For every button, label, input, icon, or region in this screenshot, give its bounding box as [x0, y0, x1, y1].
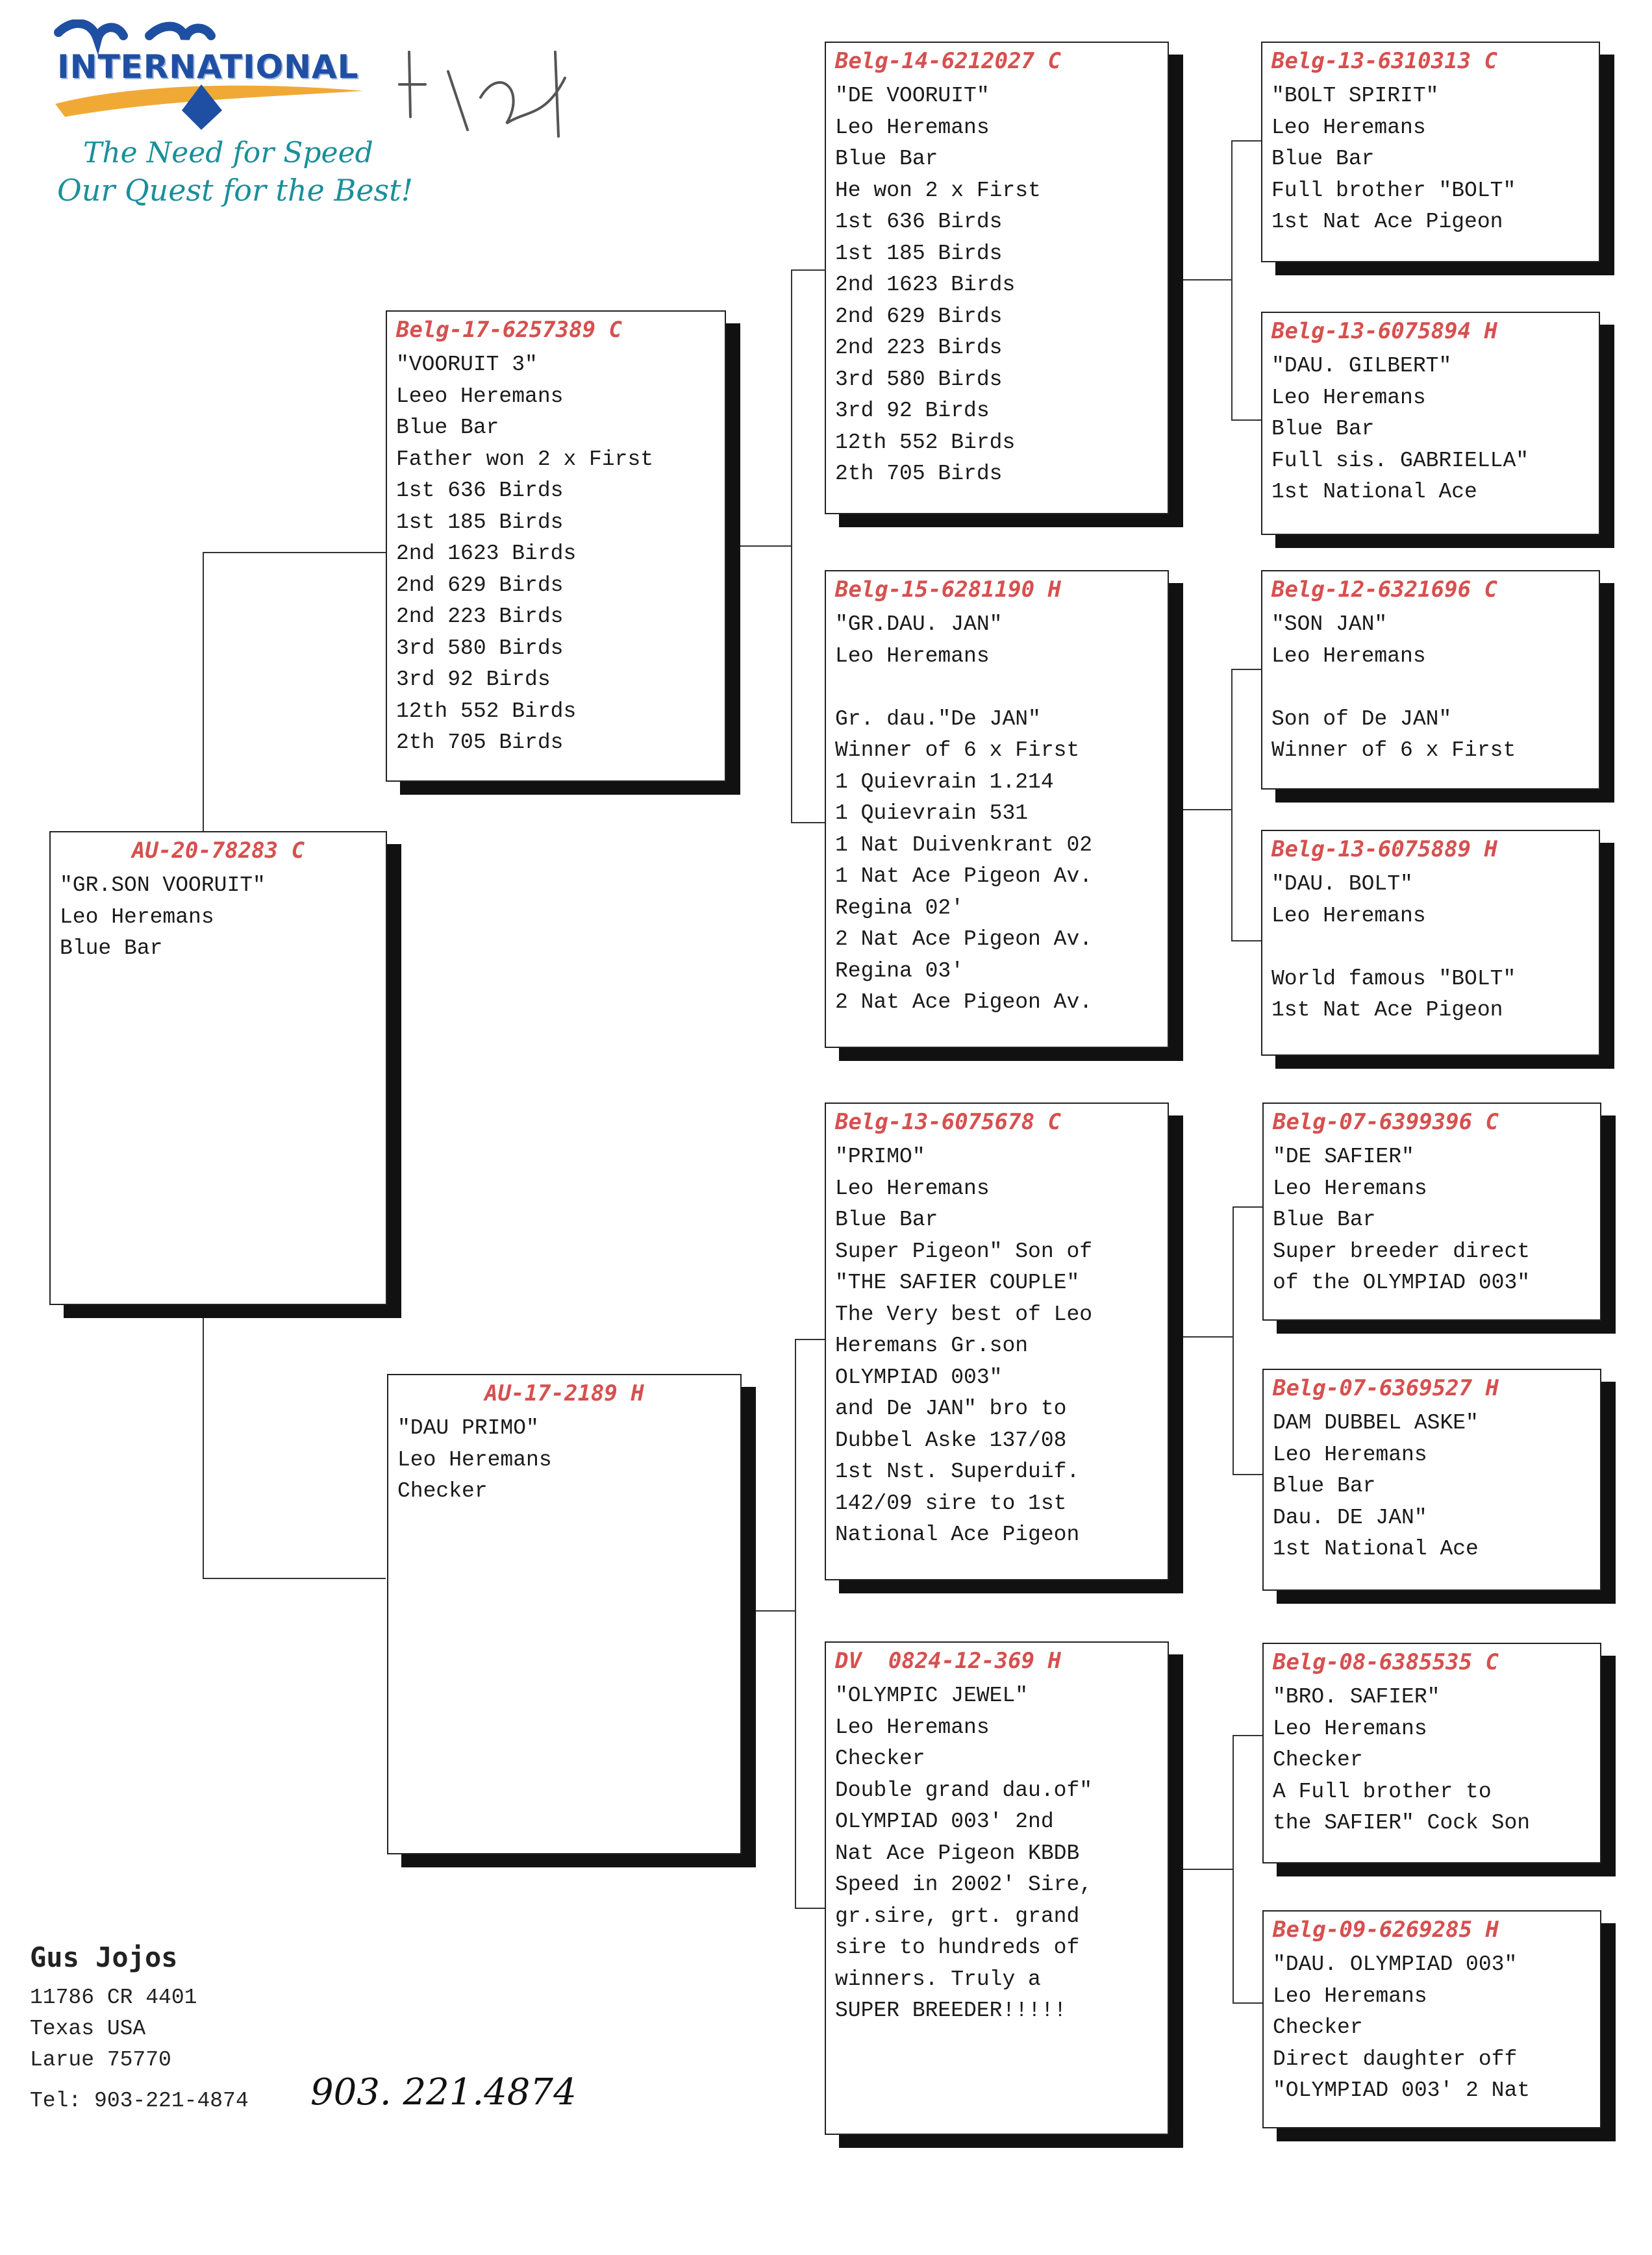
- detail-line: Leo Heremans: [835, 1176, 990, 1201]
- detail-line: 1st 636 Birds: [835, 210, 1003, 234]
- detail-line: A Full brother to: [1273, 1779, 1492, 1804]
- detail-line: 1 Quievrain 1.214: [835, 769, 1054, 794]
- detail-line: "BRO. SAFIER": [1273, 1685, 1440, 1709]
- detail-line: 2th 705 Birds: [835, 462, 1003, 486]
- pigeon-details: [1262, 344, 1599, 508]
- detail-line: Super breeder direct: [1273, 1239, 1531, 1264]
- detail-line: 3rd 92 Birds: [835, 399, 990, 423]
- ring-number: Belg-13-6075678 C: [835, 1109, 1061, 1135]
- connector-line: [203, 1304, 204, 1579]
- detail-line: 1 Nat Ace Pigeon Av.: [835, 864, 1093, 888]
- detail-line: "DAU. GILBERT": [1271, 354, 1452, 378]
- detail-line: "OLYMPIC JEWEL": [835, 1684, 1029, 1708]
- detail-line: Checker: [835, 1747, 925, 1771]
- connector-line: [791, 269, 825, 271]
- detail-line: 2nd 223 Birds: [835, 336, 1003, 360]
- pigeon-details: [1264, 1943, 1600, 2107]
- logo-wordmark: INTERNATIONAL: [57, 48, 359, 86]
- detail-line: "OLYMPIAD 003' 2 Nat: [1273, 2078, 1531, 2102]
- detail-line: Leo Heremans: [1271, 385, 1426, 410]
- detail-line: World famous "BOLT": [1271, 966, 1516, 991]
- detail-line: Super Pigeon" Son of: [835, 1239, 1093, 1264]
- detail-line: Checker: [1273, 1748, 1363, 1772]
- detail-line: Blue Bar: [1273, 1474, 1376, 1498]
- connector-line: [726, 545, 791, 547]
- pedigree-box-sd-sire: [1261, 570, 1600, 790]
- detail-line: Full brother "BOLT": [1271, 178, 1516, 203]
- connector-line: [1233, 1206, 1234, 1475]
- owner-phone-printed: Tel: 903-221-4874: [30, 2089, 249, 2107]
- detail-line: 3rd 92 Birds: [396, 667, 551, 691]
- detail-line: Dubbel Aske 137/08: [835, 1428, 1067, 1452]
- detail-line: 142/09 sire to 1st: [835, 1491, 1067, 1515]
- connector-line: [1231, 419, 1261, 421]
- connector-line: [1233, 2002, 1262, 2004]
- detail-line: the SAFIER" Cock Son: [1273, 1811, 1531, 1835]
- detail-line: National Ace Pigeon: [835, 1523, 1080, 1547]
- connector-line: [203, 552, 386, 553]
- owner-phone-clip: [30, 2089, 290, 2107]
- ring-number: Belg-12-6321696 C: [1271, 577, 1497, 603]
- pedigree-box-ds-dam: [1262, 1369, 1601, 1591]
- detail-line: Gr. dau."De JAN": [835, 706, 1041, 731]
- detail-line: SUPER BREEDER!!!!!: [835, 1999, 1067, 2023]
- pigeon-details: [1262, 74, 1599, 238]
- detail-line: Blue Bar: [396, 416, 499, 440]
- pedigree-box-ds-sire: [1262, 1103, 1601, 1321]
- ring-number: DV 0824-12-369 H: [835, 1648, 1061, 1674]
- detail-line: Regina 03': [835, 958, 964, 983]
- detail-line: Leo Heremans: [835, 643, 990, 668]
- detail-line: Son of De JAN": [1271, 706, 1452, 731]
- detail-line: [835, 672, 1168, 704]
- detail-line: Blue Bar: [1273, 1208, 1376, 1232]
- connector-line: [795, 1339, 796, 1909]
- detail-line: Leo Heremans: [1271, 643, 1426, 668]
- owner-name: Gus Jojos: [30, 1941, 178, 1973]
- owner-address-2: Texas USA: [30, 2017, 146, 2041]
- detail-line: Winner of 6 x First: [1271, 738, 1516, 762]
- connector-line: [203, 1578, 386, 1579]
- detail-line: [1271, 932, 1599, 964]
- detail-line: of the OLYMPIAD 003": [1273, 1271, 1531, 1295]
- connector-line: [1231, 140, 1261, 142]
- ring-number: Belg-13-6075894 H: [1271, 318, 1497, 344]
- pedigree-box-sire-dam: [825, 570, 1169, 1048]
- detail-line: sire to hundreds of: [835, 1936, 1080, 1960]
- detail-line: The Very best of Leo: [835, 1302, 1093, 1327]
- detail-line: "DAU. BOLT": [1271, 872, 1413, 896]
- pedigree-box-sire-sire: [825, 42, 1169, 514]
- detail-line: 1 Quievrain 531: [835, 801, 1029, 825]
- pigeon-details: [1264, 1675, 1600, 1839]
- connector-line: [1169, 1869, 1233, 1870]
- detail-line: 1st Nat Ace Pigeon: [1271, 998, 1503, 1022]
- detail-line: Leo Heremans: [397, 1447, 552, 1472]
- detail-line: Blue Bar: [835, 1208, 938, 1232]
- detail-line: OLYMPIAD 003": [835, 1365, 1003, 1389]
- pedigree-box-dd-sire: [1262, 1643, 1601, 1863]
- detail-line: "DAU PRIMO": [397, 1416, 539, 1440]
- detail-line: Blue Bar: [1271, 147, 1375, 171]
- connector-line: [1231, 140, 1233, 421]
- owner-phone-handwritten: 903. 221.4874: [310, 2071, 577, 2113]
- detail-line: Blue Bar: [835, 147, 938, 171]
- detail-line: "GR.DAU. JAN": [835, 612, 1003, 636]
- detail-line: Leo Heremans: [835, 115, 990, 140]
- detail-line: "SON JAN": [1271, 612, 1388, 636]
- detail-line: DAM DUBBEL ASKE": [1273, 1411, 1479, 1435]
- connector-line: [742, 1610, 795, 1612]
- handwritten-scribble: [396, 39, 584, 156]
- detail-line: 2nd 1623 Birds: [396, 542, 577, 566]
- detail-line: Blue Bar: [1271, 417, 1375, 441]
- detail-line: and De JAN" bro to: [835, 1397, 1067, 1421]
- detail-line: "DE SAFIER": [1273, 1145, 1414, 1169]
- logo-tagline-1: The Need for Speed: [83, 136, 373, 169]
- detail-line: 3rd 580 Birds: [396, 636, 564, 660]
- ring-number: Belg-07-6369527 H: [1273, 1375, 1499, 1401]
- detail-line: "PRIMO": [835, 1145, 925, 1169]
- owner-address-3: Larue 75770: [30, 2048, 171, 2072]
- detail-line: Direct daughter off: [1273, 2047, 1518, 2071]
- connector-line: [1233, 1735, 1234, 2004]
- detail-line: Leo Heremans: [1271, 115, 1426, 140]
- detail-line: Dau. DE JAN": [1273, 1505, 1427, 1530]
- detail-line: Regina 02': [835, 895, 964, 920]
- detail-line: Leo Heremans: [1271, 903, 1426, 928]
- detail-line: Leo Heremans: [1273, 1176, 1427, 1201]
- detail-line: Father won 2 x First: [396, 447, 654, 471]
- connector-line: [1231, 669, 1261, 670]
- detail-line: Checker: [1273, 2015, 1363, 2039]
- detail-line: 2th 705 Birds: [396, 730, 564, 754]
- ring-number: Belg-17-6257389 C: [396, 317, 622, 343]
- detail-line: Heremans Gr.son: [835, 1334, 1029, 1358]
- connector-line: [1233, 1474, 1262, 1475]
- detail-line: OLYMPIAD 003' 2nd: [835, 1810, 1054, 1834]
- detail-line: 2nd 629 Birds: [396, 573, 564, 597]
- international-logo: [52, 19, 414, 221]
- detail-line: [1271, 672, 1599, 704]
- detail-line: Leo Heremans: [1273, 1716, 1427, 1741]
- detail-line: Leo Heremans: [60, 904, 214, 929]
- detail-line: 12th 552 Birds: [835, 430, 1016, 455]
- pedigree-box-sire: [386, 310, 726, 782]
- detail-line: 1st Nat Ace Pigeon: [1271, 210, 1503, 234]
- detail-line: Full sis. GABRIELLA": [1271, 448, 1529, 473]
- detail-line: Double grand dau.of": [835, 1778, 1093, 1802]
- ring-number: Belg-13-6310313 C: [1271, 48, 1497, 74]
- pedigree-box-dd-dam: [1262, 1910, 1601, 2128]
- detail-line: 1st 185 Birds: [835, 241, 1003, 266]
- detail-line: Speed in 2002' Sire,: [835, 1873, 1093, 1897]
- connector-line: [795, 1339, 825, 1340]
- detail-line: Nat Ace Pigeon KBDB: [835, 1841, 1080, 1865]
- detail-line: 1st National Ace: [1271, 480, 1477, 504]
- pigeon-details: [826, 1674, 1168, 2027]
- detail-line: Blue Bar: [60, 936, 163, 960]
- connector-line: [791, 269, 792, 823]
- ring-number: Belg-08-6385535 C: [1273, 1649, 1499, 1675]
- connector-line: [1169, 809, 1231, 810]
- pigeon-details: [826, 1135, 1168, 1551]
- ring-number: Belg-14-6212027 C: [835, 48, 1061, 74]
- detail-line: 2 Nat Ace Pigeon Av.: [835, 990, 1093, 1014]
- detail-line: 1st Nst. Superduif.: [835, 1460, 1080, 1484]
- connector-line: [1231, 940, 1261, 941]
- detail-line: Checker: [397, 1479, 488, 1503]
- detail-line: 1st 636 Birds: [396, 479, 564, 503]
- pedigree-box-ss-dam: [1261, 312, 1600, 535]
- pigeon-details: [51, 864, 386, 965]
- detail-line: Leo Heremans: [1273, 1442, 1427, 1467]
- connector-line: [1169, 279, 1231, 280]
- detail-line: "BOLT SPIRIT": [1271, 84, 1439, 108]
- detail-line: 2nd 223 Birds: [396, 604, 564, 629]
- pedigree-box-subject: [49, 831, 387, 1305]
- detail-line: 1st 185 Birds: [396, 510, 564, 534]
- detail-line: "DE VOORUIT": [835, 84, 990, 108]
- connector-line: [795, 1908, 825, 1909]
- ring-number: Belg-09-6269285 H: [1273, 1917, 1499, 1943]
- detail-line: "THE SAFIER COUPLE": [835, 1271, 1080, 1295]
- pigeon-details: [388, 1406, 740, 1508]
- ring-number: Belg-07-6399396 C: [1273, 1109, 1499, 1135]
- pigeon-details: [1262, 862, 1599, 1027]
- detail-line: 12th 552 Birds: [396, 699, 577, 723]
- ring-number: Belg-15-6281190 H: [835, 577, 1061, 603]
- pedigree-box-sd-dam: [1261, 830, 1600, 1056]
- detail-line: "VOORUIT 3": [396, 353, 538, 377]
- ring-number: Belg-13-6075889 H: [1271, 836, 1497, 862]
- detail-line: "GR.SON VOORUIT": [60, 873, 266, 897]
- detail-line: Leeo Heremans: [396, 384, 564, 408]
- detail-line: "DAU. OLYMPIAD 003": [1273, 1952, 1518, 1976]
- detail-line: 1 Nat Duivenkrant 02: [835, 832, 1093, 857]
- detail-line: He won 2 x First: [835, 178, 1041, 203]
- logo-tagline-2: Our Quest for the Best!: [57, 173, 414, 208]
- connector-line: [1231, 669, 1233, 941]
- ring-number: AU-17-2189 H: [484, 1380, 644, 1406]
- detail-line: 2nd 1623 Birds: [835, 273, 1016, 297]
- detail-line: 2nd 629 Birds: [835, 304, 1003, 329]
- detail-line: winners. Truly a: [835, 1967, 1041, 1991]
- connector-line: [1169, 1336, 1233, 1338]
- detail-line: 3rd 580 Birds: [835, 367, 1003, 392]
- connector-line: [1233, 1206, 1262, 1208]
- pedigree-box-dam-dam: [825, 1641, 1169, 2135]
- connector-line: [1233, 1735, 1262, 1736]
- detail-line: Winner of 6 x First: [835, 738, 1080, 762]
- connector-line: [203, 552, 204, 835]
- pigeon-details: [1262, 603, 1599, 767]
- pigeon-details: [1264, 1401, 1600, 1565]
- pigeon-details: [387, 343, 725, 759]
- detail-line: 2 Nat Ace Pigeon Av.: [835, 927, 1093, 951]
- pedigree-box-dam: [387, 1374, 742, 1854]
- pigeon-details: [1264, 1135, 1600, 1299]
- detail-line: Leo Heremans: [1273, 1984, 1427, 2008]
- ring-number: AU-20-78283 C: [131, 838, 305, 864]
- pedigree-box-ss-sire: [1261, 42, 1600, 262]
- owner-address-1: 11786 CR 4401: [30, 1986, 197, 2010]
- pigeon-details: [826, 603, 1168, 1019]
- pigeon-details: [826, 74, 1168, 490]
- connector-line: [791, 822, 825, 823]
- pedigree-box-dam-sire: [825, 1103, 1169, 1580]
- detail-line: 1st National Ace: [1273, 1537, 1479, 1561]
- detail-line: gr.sire, grt. grand: [835, 1904, 1080, 1928]
- detail-line: Leo Heremans: [835, 1715, 990, 1739]
